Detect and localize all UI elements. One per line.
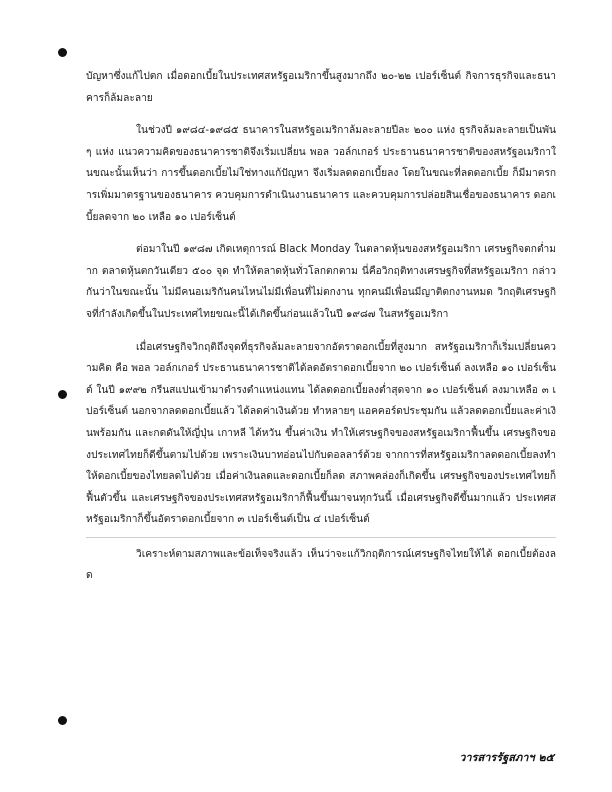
binder-hole-middle bbox=[58, 390, 67, 399]
page-footer: วารสารรัฐสภาฯ ๒๕ bbox=[459, 751, 554, 764]
section-divider bbox=[86, 537, 556, 538]
paragraph-1: บัญหาซึ่งแก้ไปตก เมื่อดอกเบี้ยในประเทศสหรัฐอเมริกาขึ้นสูงมากถึง ๒๐-๒๒ เปอร์เซ็นต์ กิจการธุรกิจและธนาคารก็ล้มละลาย bbox=[86, 71, 556, 104]
paragraph-3: ต่อมาในปี ๑๙๘๗ เกิดเหตุการณ์ Black Monday ในตลาดหุ้นของสหรัฐอเมริกา เศรษฐกิจตกต่ำมาก ตลาดหุ้นตกวันเดียว ๕๐๐ จุด ทำให้ตลาดหุ้นทั่วโลกตกตาม นี่คือวิกฤติทางเศรษฐกิจที่สหรัฐอเมริกา กล่าวกันว่าในขณะนั้น ไม่มีคนอเมริกันคนไหนไม่มีเพื่อนที่ไม่ตกงาน ทุกคนมีเพื่อนมีญาติตกงานหมด วิกฤติเศรษฐกิจที่กำลังเกิดขึ้นในประเทศไทยขณะนี้ได้เกิดขึ้นก่อนแล้วในปี ๑๙๘๗ ในสหรัฐอเมริกา bbox=[86, 244, 556, 320]
conclusion-paragraph: วิเคราะห์ตามสภาพและข้อเท็จจริงแล้ว เห็นว่าจะแก้วิกฤติการณ์เศรษฐกิจไทยให้ได้ ดอกเบี้ยต้องลด bbox=[86, 548, 556, 582]
binder-hole-top bbox=[58, 48, 67, 57]
binder-hole-bottom bbox=[58, 716, 67, 725]
document-body bbox=[86, 66, 556, 597]
paragraph-4: เมื่อเศรษฐกิจวิกฤติถึงจุดที่ธุรกิจล้มละลายจากอัตราดอกเบี้ยที่สูงมาก สหรัฐอเมริกาก็เริ่มเปลี่ยนความคิด คือ พอล วอล์กเกอร์ ประธานธนาคารชาติได้ลดอัตราดอกเบี้ยจาก ๒๐ เปอร์เซ็นต์ ลงเหลือ ๑๐ เปอร์เซ็นต์ ในปี ๑๙๙๒ กรีนสแปนเข้ามาดำรงตำแหน่งแทน ได้ลดดอกเบี้ยลงต่ำสุดจาก ๑๐ เปอร์เซ็นต์ ลงมาเหลือ ๓ เปอร์เซ็นต์ นอกจากลดดอกเบี้ยแล้ว ได้ลดค่าเงินด้วย ทำหลายๆ แอคคอร์ดประชุมกัน แล้วลดดอกเบี้ยและค่าเงินพร้อมกัน และกดดันให้ญี่ปุ่น เกาหลี ได้หวัน ขึ้นค่าเงิน ทำให้เศรษฐกิจของสหรัฐอเมริกาฟื้นขึ้น เศรษฐกิจของประเทศไทยก็ดีขึ้นตามไปด้วย เพราะเงินบาทอ่อนไปกับดอลลาร์ด้วย จากการที่สหรัฐอเมริกาลดดอกเบี้ยลงทำให้ดอกเบี้ยของไทยลดไปด้วย เมื่อค่าเงินลดและดอกเบี้ยก็ลด สภาพคล่องก็เกิดขึ้น เศรษฐกิจของประเทศไทยก็ฟื้นตัวขึ้น และเศรษฐกิจของประเทศสหรัฐอเมริกาก็ฟื้นขึ้นมาจนทุกวันนี้ เมื่อเศรษฐกิจดีขึ้นมากแล้ว ประเทศสหรัฐอเมริกาก็ขึ้นอัตราดอกเบี้ยจาก ๓ เปอร์เซ็นต์เป็น ๔ เปอร์เซ็นต์ bbox=[86, 341, 556, 526]
paragraph-2: ในช่วงปี ๑๙๘๔-๑๙๘๕ ธนาคารในสหรัฐอเมริกาล้มละลายปีละ ๒๐๐ แห่ง ธุรกิจล้มละลายเป็นพัน ๆ แห่ง แนวความคิดของธนาคารชาติจึงเริ่มเปลี่ยน พอล วอล์กเกอร์ ประธานธนาคารชาติของสหรัฐอเมริกาในขณะนั้นเห็นว่า การขึ้นดอกเบี้ยไม่ใช่ทางแก้ปัญหา จึงเริ่มลดดอกเบี้ยลง โดยในขณะที่ลดดอกเบี้ย ก็มีมาตรการเพิ่มมาตรฐานของธนาคาร ควบคุมการดำเนินงานธนาคาร และควบคุมการปล่อยสินเชื่อของธนาคาร ดอกเบี้ยลดจาก ๒๐ เหลือ ๑๐ เปอร์เซ็นต์ bbox=[86, 125, 556, 223]
